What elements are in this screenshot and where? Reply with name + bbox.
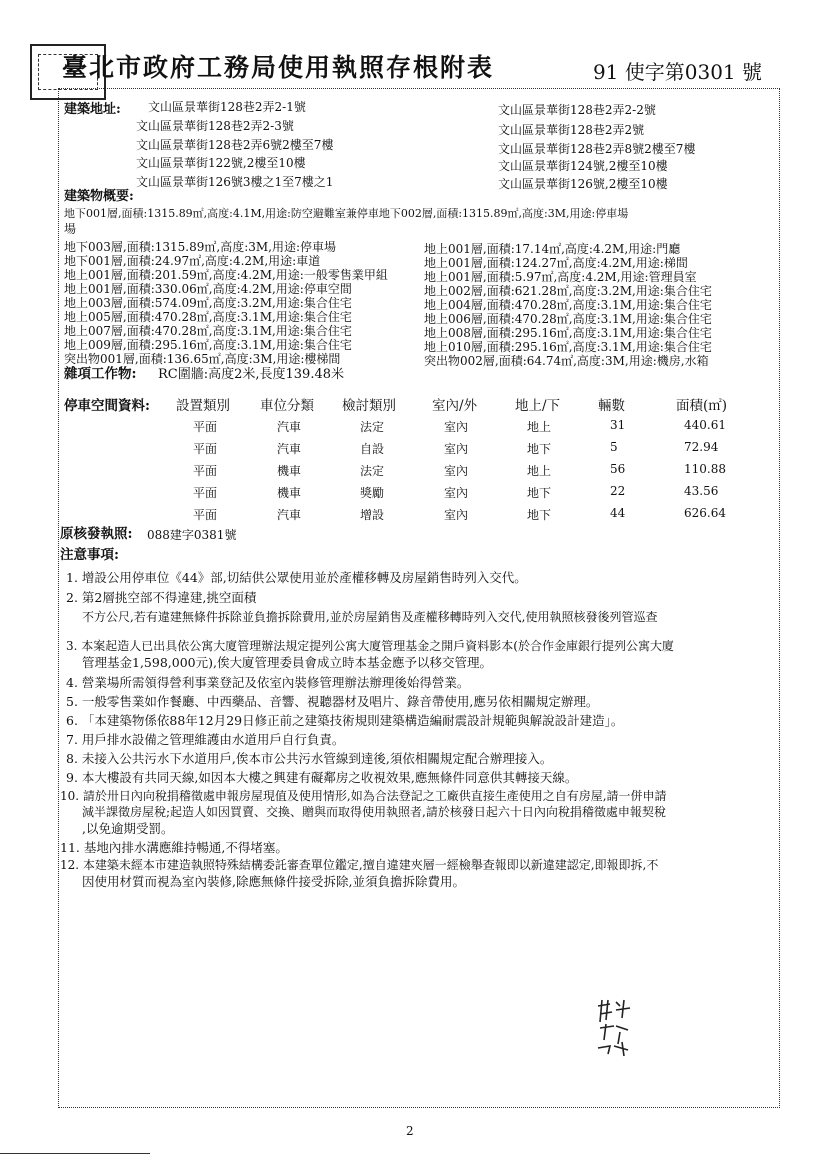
table-cell: 31 <box>610 418 626 432</box>
site-address: 文山區景華街128巷2弄2-3號 <box>136 119 294 133</box>
site-address: 文山區景華街128巷2弄6號2樓至7樓 <box>136 138 334 152</box>
site-address: 文山區景華街128巷2弄2-2號 <box>498 103 656 117</box>
site-address: 文山區景華街128巷2弄8號2樓至7樓 <box>498 142 696 156</box>
note-line: 8. 未接入公共污水下水道用戶,俟本市公共污水管線到達後,須依相關規定配合辦理接入。 <box>66 751 553 766</box>
overview-line: 地下001層,面積:1315.89㎡,高度:4.1M,用途:防空避難室兼停車地下002層,面積:1315.89㎡,高度:3M,用途:停車場 <box>64 207 629 220</box>
note-line: 管理基金1,598,000元),俟大廈管理委員會成立時本基金應予以移交管理。 <box>82 655 492 670</box>
table-cell: 平面 <box>193 442 218 456</box>
parking-header: 設置類別 <box>176 398 230 414</box>
table-cell: 44 <box>610 506 626 520</box>
table-cell: 平面 <box>193 464 218 478</box>
table-cell: 平面 <box>193 508 218 522</box>
page-number: 2 <box>406 1124 414 1138</box>
table-cell: 110.88 <box>684 462 726 476</box>
floor-entry: 地上006層,面積:470.28㎡,高度:3.1M,用途:集合住宅 <box>424 312 712 326</box>
table-cell: 地上 <box>527 420 552 434</box>
note-line: 9. 本大樓設有共同天線,如因本大樓之興建有礙鄰房之收視效果,應無條件同意供其轉接天線。 <box>66 770 578 785</box>
floor-entry: 地上004層,面積:470.28㎡,高度:3.1M,用途:集合住宅 <box>424 298 712 312</box>
note-line: 7. 用戶排水設備之管理維護由水道用戶自行負責。 <box>66 732 345 747</box>
floor-entry: 地上010層,面積:295.16㎡,高度:3.1M,用途:集合住宅 <box>424 340 712 354</box>
parking-header: 面積(㎡) <box>676 398 728 414</box>
overview-line: 場 <box>64 222 77 236</box>
original-permit-label: 原核發執照: <box>60 526 133 542</box>
table-cell: 地下 <box>527 486 552 500</box>
table-cell: 汽車 <box>277 420 302 434</box>
site-label: 建築地址: <box>64 102 121 117</box>
table-cell: 56 <box>610 462 626 476</box>
document-title: 臺北市政府工務局使用執照存根附表 <box>62 53 495 82</box>
table-cell: 室內 <box>444 464 469 478</box>
floor-entry: 地上001層,面積:330.06㎡,高度:4.2M,用途:停車空間 <box>64 282 352 296</box>
note-line: 減半課徵房屋稅;起造人如因買賣、交換、贈與而取得使用執照者,請於核發日起六十日內向稅捐稽徵處申報契稅 <box>82 805 666 819</box>
note-line: 10. 請於卅日內向稅捐稽徵處申報房屋現值及使用情形,如為合法登記之工廠供直接生產使用之自有房屋,請一併申請 <box>60 789 667 803</box>
table-cell: 43.56 <box>684 484 719 498</box>
floor-entry: 地上001層,面積:17.14㎡,高度:4.2M,用途:門廳 <box>424 242 681 256</box>
floor-entry: 地上001層,面積:124.27㎡,高度:4.2M,用途:梯間 <box>424 256 688 270</box>
site-address: 文山區景華街126號,2樓至10樓 <box>498 177 668 191</box>
table-cell: 室內 <box>444 420 469 434</box>
parking-header: 輛數 <box>598 398 625 414</box>
parking-label: 停車空間資料: <box>64 398 150 414</box>
table-cell: 自設 <box>360 442 385 456</box>
floor-entry: 地上009層,面積:295.16㎡,高度:3.1M,用途:集合住宅 <box>64 338 352 352</box>
note-line: 12. 本建築未經本市建造執照特殊結構委託審查單位鑑定,擅自違建夾層一經檢舉查報即以新違建認定,即報即拆,不 <box>60 858 659 872</box>
handwritten-signature <box>594 996 634 1058</box>
table-cell: 機車 <box>277 486 302 500</box>
note-line: 11. 基地內排水溝應維持暢通,不得堵塞。 <box>60 840 288 855</box>
floor-entry: 地上005層,面積:470.28㎡,高度:3.1M,用途:集合住宅 <box>64 310 352 324</box>
floor-entry: 地上001層,面積:201.59㎡,高度:4.2M,用途:一般零售業甲組 <box>64 268 388 282</box>
table-cell: 機車 <box>277 464 302 478</box>
site-address: 文山區景華街128巷2弄2號 <box>498 123 645 137</box>
table-cell: 室內 <box>444 486 469 500</box>
table-cell: 平面 <box>193 420 218 434</box>
parking-header: 車位分類 <box>260 398 314 414</box>
floor-entry: 地上003層,面積:574.09㎡,高度:3.2M,用途:集合住宅 <box>64 296 352 310</box>
note-line: 6. 「本建築物係依88年12月29日修正前之建築技術規則建築構造編耐震設計規範與解說設計建造」。 <box>66 713 624 728</box>
misc-text: RC圍牆:高度2米,長度139.48米 <box>158 367 345 382</box>
table-cell: 獎勵 <box>360 486 385 500</box>
table-cell: 法定 <box>360 420 385 434</box>
parking-header: 室內/外 <box>432 398 478 414</box>
table-cell: 地下 <box>527 508 552 522</box>
table-cell: 地上 <box>527 464 552 478</box>
parking-header: 地上/下 <box>515 398 561 414</box>
footer-rule <box>0 1153 150 1154</box>
note-line: 1. 增設公用停車位《44》部,切結供公眾使用並於產權移轉及房屋銷售時列入交代。 <box>66 570 527 585</box>
floor-entry: 地上008層,面積:295.16㎡,高度:3.1M,用途:集合住宅 <box>424 326 712 340</box>
site-address: 文山區景華街124號,2樓至10樓 <box>498 159 668 173</box>
misc-label: 雜項工作物: <box>64 366 137 382</box>
table-cell: 地下 <box>527 442 552 456</box>
floor-entry: 突出物002層,面積:64.74㎡,高度:3M,用途:機房,水箱 <box>424 354 709 368</box>
table-cell: 汽車 <box>277 508 302 522</box>
floor-entry: 地下001層,面積:24.97㎡,高度:4.2M,用途:車道 <box>64 254 321 268</box>
parking-header: 檢討類別 <box>342 398 396 414</box>
site-address: 文山區景華街128巷2弄2-1號 <box>148 100 306 114</box>
floor-entry: 地上007層,面積:470.28㎡,高度:3.1M,用途:集合住宅 <box>64 324 352 338</box>
table-cell: 法定 <box>360 464 385 478</box>
floor-entry: 地上001層,面積:5.97㎡,高度:4.2M,用途:管理員室 <box>424 270 697 284</box>
note-line: 因使用材質而視為室內裝修,除應無條件接受拆除,並須負擔拆除費用。 <box>82 874 465 889</box>
table-cell: 5 <box>610 440 618 454</box>
table-cell: 室內 <box>444 442 469 456</box>
table-cell: 626.64 <box>684 506 726 520</box>
table-cell: 440.61 <box>684 418 726 432</box>
note-line: 不方公尺,若有違建無條件拆除並負擔拆除費用,並於房屋銷售及產權移轉時列入交代,使用執照核發後列管巡查 <box>82 610 658 624</box>
table-cell: 72.94 <box>684 440 719 454</box>
floor-entry: 地上002層,面積:621.28㎡,高度:3.2M,用途:集合住宅 <box>424 284 712 298</box>
site-address: 文山區景華街122號,2樓至10樓 <box>136 156 306 170</box>
note-line: 5. 一般零售業如作餐廳、中西藥品、音響、視聽器材及唱片、錄音帶使用,應另依相關規定辦理。 <box>66 694 599 709</box>
note-line: 2. 第2層挑空部不得違建,挑空面積 <box>66 590 257 605</box>
floor-entry: 地下003層,面積:1315.89㎡,高度:3M,用途:停車場 <box>64 240 337 254</box>
note-line: 3. 本案起造人已出具依公寓大廈管理辦法規定提列公寓大廈管理基金之開戶資料影本(於合作金庫銀行提列公寓大廈 <box>66 639 674 653</box>
table-cell: 平面 <box>193 486 218 500</box>
floor-entry: 突出物001層,面積:136.65㎡,高度:3M,用途:樓梯間 <box>64 352 341 366</box>
original-permit-number: 088建字0381號 <box>147 528 237 542</box>
notes-label: 注意事項: <box>60 547 119 563</box>
table-cell: 22 <box>610 484 626 498</box>
table-cell: 增設 <box>360 508 385 522</box>
permit-number: 91 使字第0301 號 <box>592 60 762 84</box>
overview-label: 建築物概要: <box>64 189 134 204</box>
note-line: ,以免逾期受罰。 <box>82 821 174 836</box>
table-cell: 室內 <box>444 508 469 522</box>
note-line: 4. 營業場所需領得營利事業登記及依室內裝修管理辦法辦理後始得營業。 <box>66 675 470 690</box>
site-address: 文山區景華街126號3樓之1至7樓之1 <box>136 175 334 189</box>
table-cell: 汽車 <box>277 442 302 456</box>
